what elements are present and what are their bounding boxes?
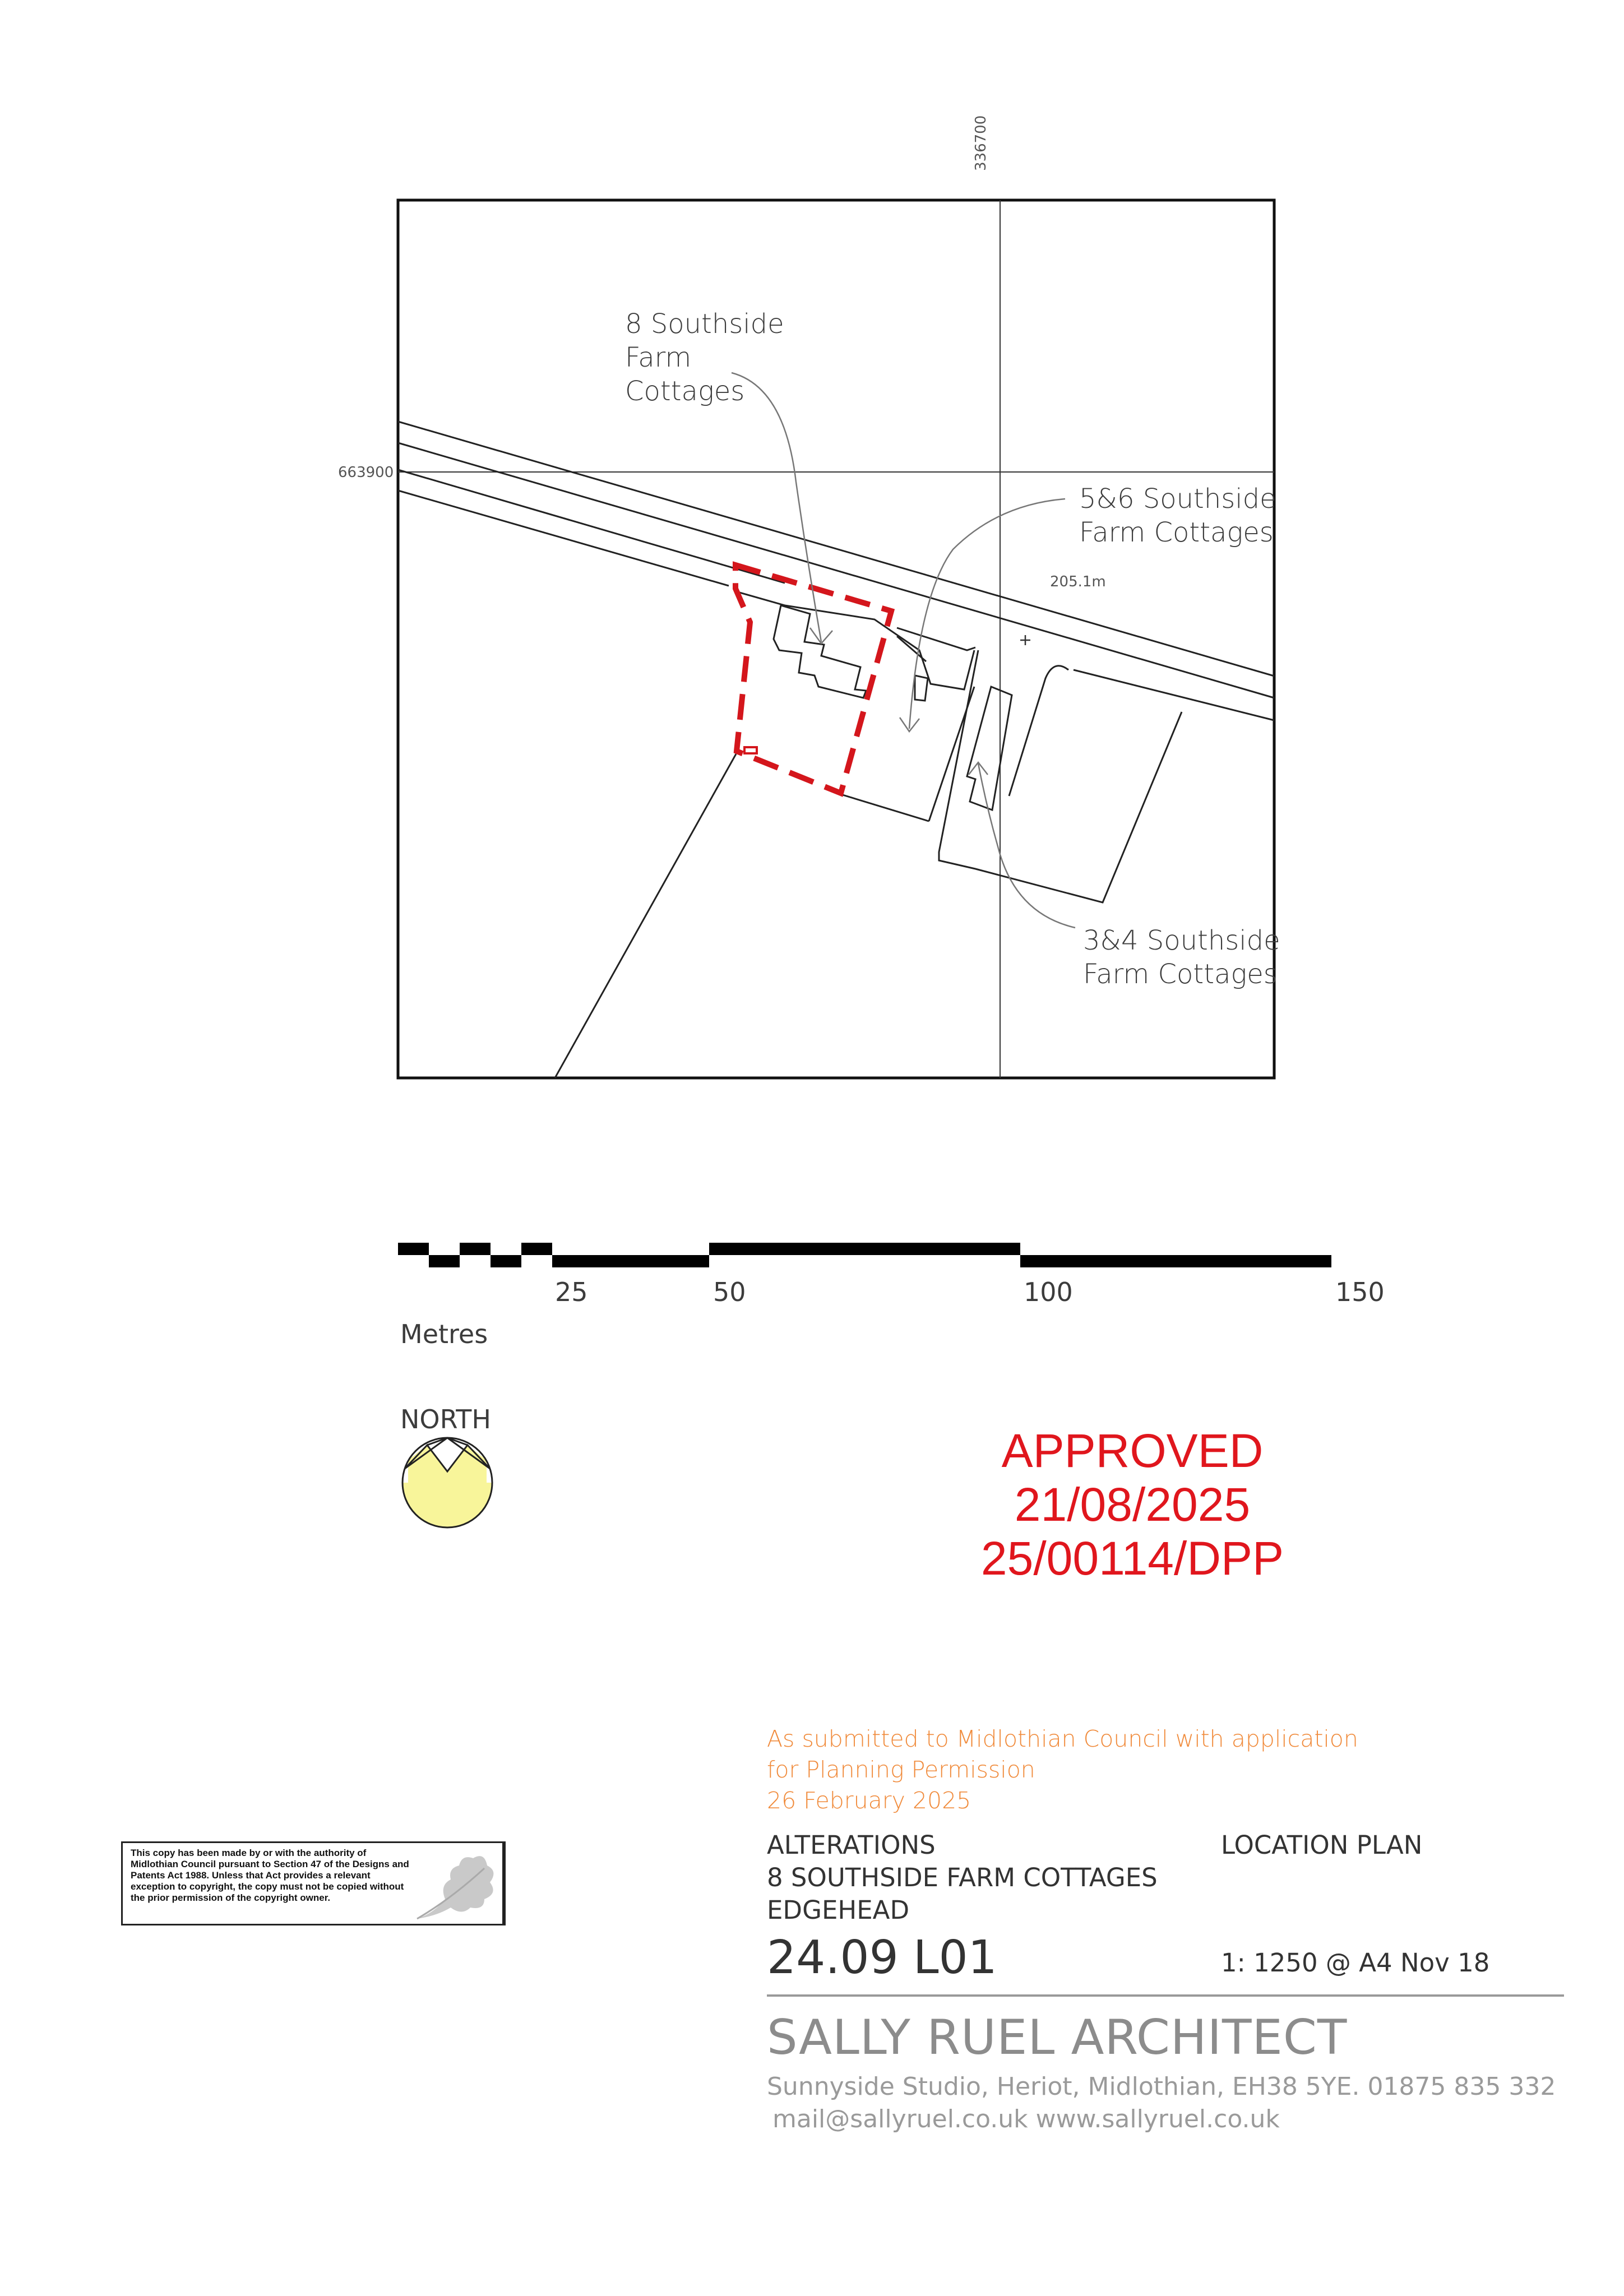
scale-tick-label: 50: [713, 1277, 746, 1307]
scale-bar: [398, 1243, 1331, 1267]
project-title: [767, 1829, 1158, 1927]
approval-stamp: [975, 1424, 1289, 1585]
scale-tick-label: 150: [1335, 1277, 1385, 1307]
project-line: ALTERATIONS: [767, 1830, 936, 1860]
scale-tick-label: 100: [1024, 1277, 1073, 1307]
callout-line: Farm Cottages: [1079, 517, 1274, 548]
grid-label-easting: 336700: [973, 115, 989, 171]
copyright-notice: [121, 1841, 506, 1925]
submission-date: 26 February 2025: [767, 1787, 971, 1814]
drawing-scale: 1: 1250 @ A4 Nov 18: [1221, 1948, 1490, 1978]
spot-level-label: 205.1m: [1050, 573, 1106, 590]
submission-line: for Planning Permission: [767, 1756, 1035, 1783]
callout-line: 3&4 Southside: [1083, 925, 1280, 956]
callout-line: 8 Southside: [625, 308, 784, 340]
north-label: NORTH: [400, 1404, 491, 1434]
copyright-text: This copy has been made by or with the authority of Midlothian Council pursuant to Section 47 of the Designs and Patents Act 1988. Unless that Act provides a relevant exception to copyright, the copy must not be copied without the prior permission of the copyright owner.: [131, 1848, 409, 1903]
callout-3-4-southside: [1083, 924, 1280, 991]
project-line: 8 SOUTHSIDE FARM COTTAGES: [767, 1863, 1158, 1892]
property-boundaries: [555, 589, 1182, 1078]
practice-name: SALLY RUEL ARCHITECT: [767, 2010, 1348, 2066]
project-line: EDGEHEAD: [767, 1895, 910, 1925]
spot-level-marker: [1020, 635, 1030, 645]
callout-line: Cottages: [625, 376, 745, 407]
stamp-date: 21/08/2025: [1014, 1478, 1251, 1531]
callout-line: 5&6 Southside: [1079, 483, 1276, 515]
callout-line: Farm Cottages: [1083, 959, 1278, 990]
grid-label-northing: 663900: [338, 464, 394, 481]
site-marker: [744, 747, 757, 753]
submission-note: [767, 1724, 1358, 1816]
callout-line: Farm: [625, 342, 692, 373]
stamp-reference: 25/00114/DPP: [980, 1532, 1284, 1585]
practice-address: Sunnyside Studio, Heriot, Midlothian, EH38 5YE. 01875 835 332: [767, 2072, 1556, 2101]
callout-5-6-southside: [1079, 482, 1276, 549]
practice-contact: mail@sallyruel.co.uk www.sallyruel.co.uk: [772, 2105, 1280, 2133]
submission-line: As submitted to Midlothian Council with application: [767, 1725, 1358, 1752]
drawing-title: LOCATION PLAN: [1221, 1830, 1423, 1860]
scale-tick-label: 25: [555, 1277, 588, 1307]
scale-unit-label: Metres: [400, 1319, 488, 1349]
callout-8-southside: [625, 307, 784, 408]
north-arrow-icon: [402, 1438, 492, 1527]
road: [398, 422, 1274, 796]
oak-leaf-icon: [406, 1846, 501, 1924]
stamp-status: APPROVED: [1001, 1424, 1264, 1477]
drawing-number: 24.09 L01: [767, 1931, 997, 1984]
